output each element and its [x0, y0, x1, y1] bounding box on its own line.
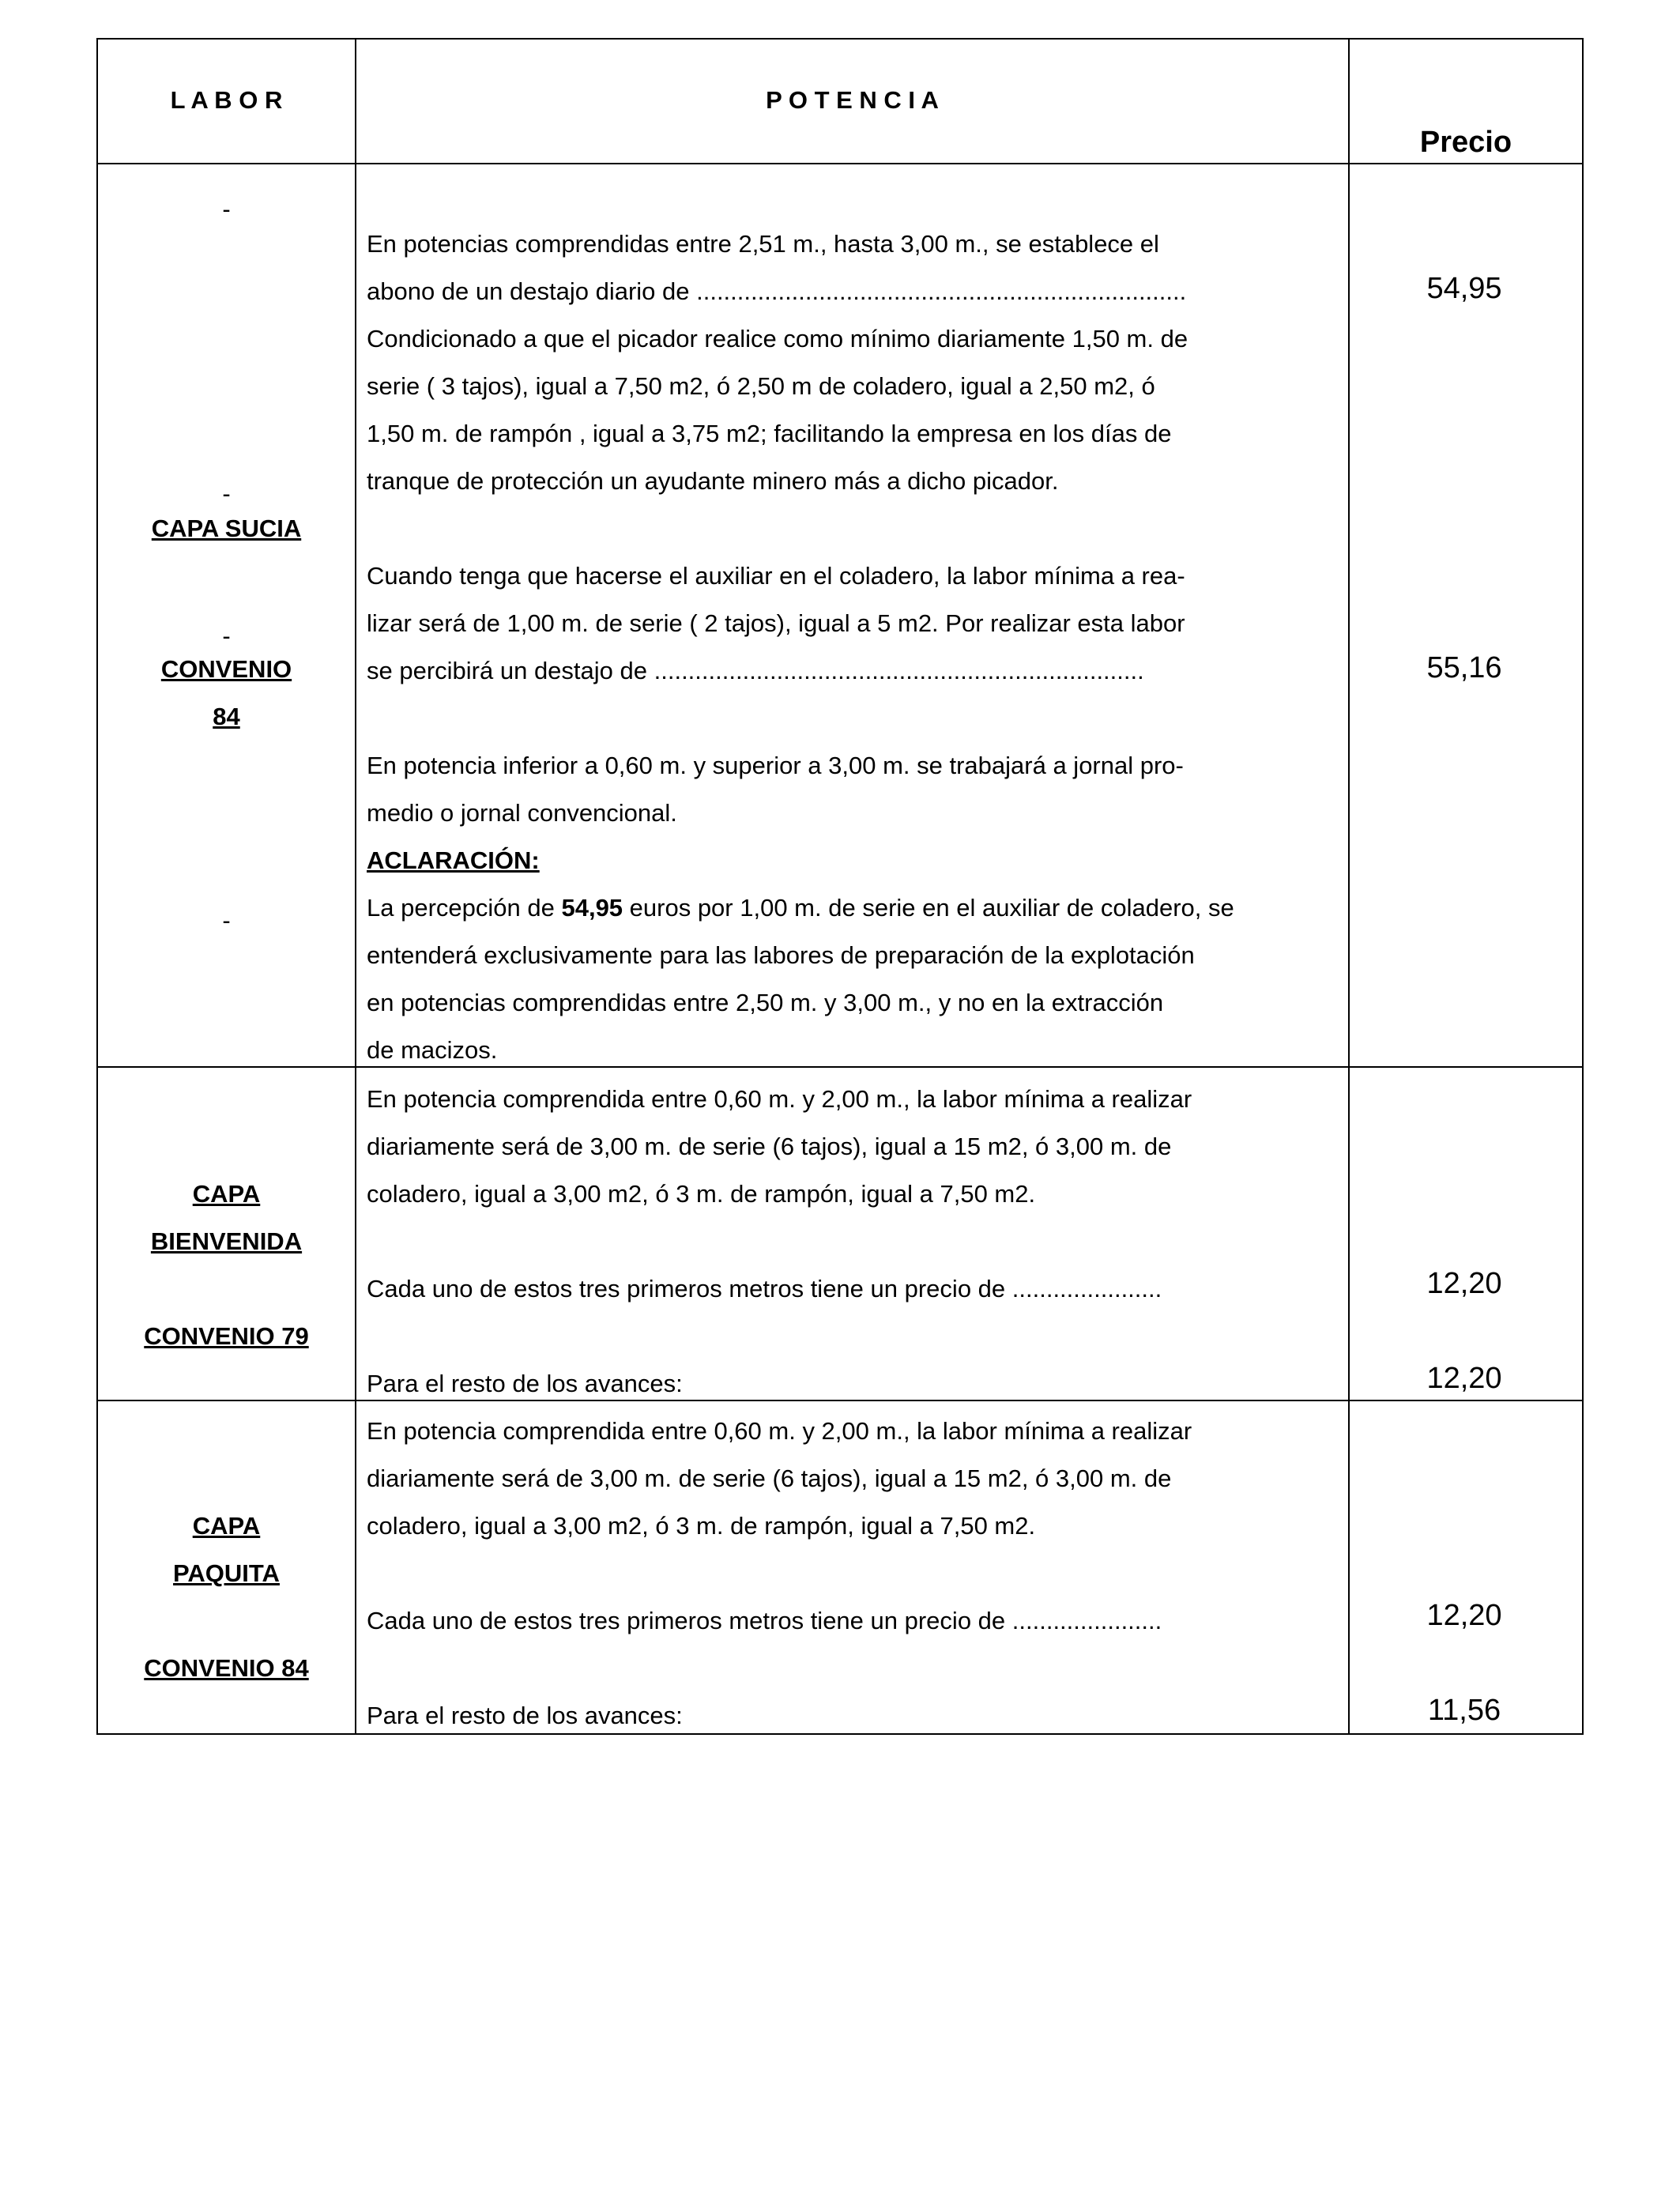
row1-text-line-4: serie ( 3 tajos), igual a 7,50 m2, ó 2,50 m de coladero, igual a 2,50 m2, ó	[367, 372, 1155, 400]
row2-text-line-1: En potencia comprendida entre 0,60 m. y 2,00 m., la labor mínima a realizar	[367, 1085, 1192, 1113]
row3-text-line-4: Cada uno de estos tres primeros metros tiene un precio de ......................	[367, 1607, 1162, 1634]
row1-line-12-start: La percepción de	[367, 894, 562, 922]
row2-divider	[96, 1400, 1584, 1401]
row1-text-line-3: Condicionado a que el picador realice como mínimo diariamente 1,50 m. de	[367, 325, 1188, 352]
column-divider-1	[355, 38, 356, 1735]
row1-text-line-2: abono de un destajo diario de ........................................................................	[367, 277, 1187, 305]
row1-labor-dash-1: -	[222, 195, 231, 223]
row1-divider	[96, 1066, 1584, 1068]
row1-labor-dash-4: -	[222, 907, 231, 934]
row1-line-12-end: euros por 1,00 m. de serie en el auxiliar de coladero, se	[623, 894, 1234, 922]
row2-labor-name: BIENVENIDA	[150, 1227, 303, 1255]
row2-text-line-3: coladero, igual a 3,00 m2, ó 3 m. de rampón, igual a 7,50 m2.	[367, 1180, 1036, 1208]
row1-text-line-13: entenderá exclusivamente para las labores de preparación de la explotación	[367, 941, 1195, 969]
row1-labor-capa: CAPA SUCIA	[151, 515, 302, 542]
row1-text-line-6: tranque de protección un ayudante minero más a dicho picador.	[367, 467, 1059, 495]
row1-labor-dash-3: -	[222, 622, 231, 650]
table-border-top	[96, 38, 1584, 40]
row1-text-line-5: 1,50 m. de rampón , igual a 3,75 m2; facilitando la empresa en los días de	[367, 420, 1172, 447]
row3-text-line-1: En potencia comprendida entre 0,60 m. y 2,00 m., la labor mínima a realizar	[367, 1417, 1192, 1445]
row1-labor-convenio-number: 84	[213, 703, 240, 730]
row1-text-line-12	[367, 892, 1234, 924]
row1-text-line-14: en potencias comprendidas entre 2,50 m. y 3,00 m., y no en la extracción	[367, 989, 1164, 1016]
row2-text-line-2: diariamente será de 3,00 m. de serie (6 tajos), igual a 15 m2, ó 3,00 m. de	[367, 1133, 1172, 1160]
row1-text-line-11: medio o jornal convencional.	[367, 799, 677, 827]
row2-price-2: 12,20	[1426, 1362, 1502, 1395]
row3-text-line-3: coladero, igual a 3,00 m2, ó 3 m. de rampón, igual a 7,50 m2.	[367, 1512, 1036, 1540]
header-potencia: P O T E N C I A	[766, 86, 939, 114]
row2-text-line-4: Cada uno de estos tres primeros metros tiene un precio de ......................	[367, 1275, 1162, 1302]
row2-labor-capa: CAPA	[192, 1180, 261, 1208]
row3-labor-convenio: CONVENIO 84	[144, 1654, 309, 1682]
row1-line-12-bold-amount: 54,95	[561, 894, 623, 922]
table-border-right	[1582, 38, 1584, 1735]
row3-labor-name: PAQUITA	[173, 1559, 280, 1587]
row1-price-1: 54,95	[1426, 272, 1502, 305]
table-border-left	[96, 38, 98, 1735]
row1-text-line-10: En potencia inferior a 0,60 m. y superior a 3,00 m. se trabajará a jornal pro-	[367, 752, 1184, 779]
row3-price-1: 12,20	[1426, 1599, 1502, 1632]
row2-text-line-5: Para el resto de los avances:	[367, 1370, 683, 1397]
row3-price-2: 11,56	[1427, 1694, 1501, 1727]
row1-price-2: 55,16	[1426, 651, 1502, 684]
row1-text-line-7: Cuando tenga que hacerse el auxiliar en el coladero, la labor mínima a rea-	[367, 562, 1185, 590]
row3-labor-capa: CAPA	[192, 1512, 261, 1540]
row1-labor-convenio: CONVENIO	[160, 655, 292, 683]
header-precio: Precio	[1419, 126, 1512, 159]
row3-text-line-2: diariamente será de 3,00 m. de serie (6 tajos), igual a 15 m2, ó 3,00 m. de	[367, 1465, 1172, 1492]
row2-price-1: 12,20	[1426, 1267, 1502, 1300]
row1-text-line-1: En potencias comprendidas entre 2,51 m., hasta 3,00 m., se establece el	[367, 230, 1159, 258]
table-border-bottom	[96, 1733, 1584, 1735]
row1-text-line-15: de macizos.	[367, 1036, 498, 1064]
row1-aclaracion-heading: ACLARACIÓN:	[367, 846, 540, 874]
header-divider	[96, 163, 1584, 164]
row3-text-line-5: Para el resto de los avances:	[367, 1702, 683, 1729]
row1-text-line-8: lizar será de 1,00 m. de serie ( 2 tajos), igual a 5 m2. Por realizar esta labor	[367, 609, 1185, 637]
row1-text-line-9: se percibirá un destajo de ........................................................................	[367, 657, 1144, 684]
row2-labor-convenio: CONVENIO 79	[144, 1322, 309, 1350]
row1-labor-dash-2: -	[222, 480, 231, 507]
header-labor: L A B O R	[170, 86, 283, 114]
